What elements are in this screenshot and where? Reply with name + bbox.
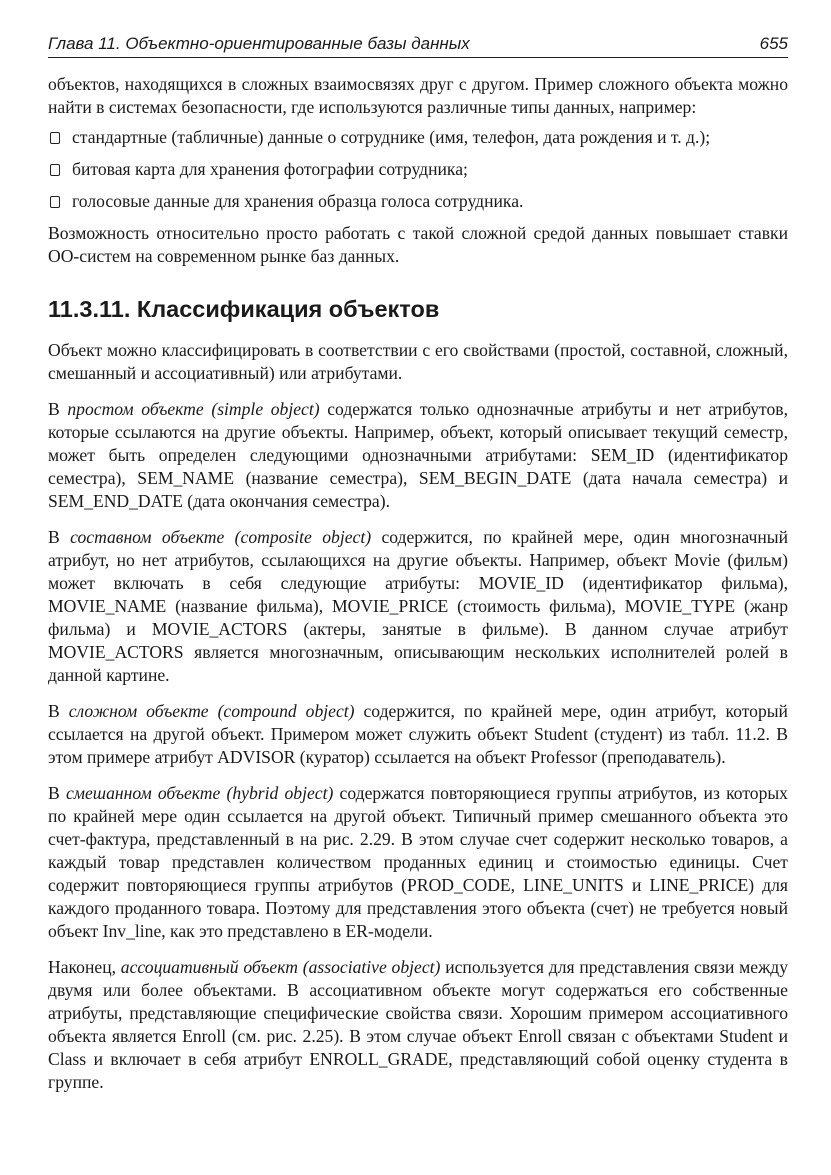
chapter-title: Глава 11. Объектно-ориентированные базы данных xyxy=(48,34,470,53)
term-hybrid-object: смешанном объекте (hybrid object) xyxy=(65,783,334,803)
closing-paragraph: Возможность относительно просто работать с такой сложной средой данных повышает ставки ОО-систем на современном рынке баз данных. xyxy=(48,223,788,266)
term-composite-object: составном объекте (composite object) xyxy=(70,527,372,547)
bullet-text: стандартные (табличные) данные о сотруднике (имя, телефон, дата рождения и т. д.); xyxy=(72,127,711,147)
term-associative-object: ассоциативный объект (associative object) xyxy=(120,957,441,977)
page-number: 655 xyxy=(759,34,788,53)
paragraph-hybrid-object: В смешанном объекте (hybrid object) содержатся повторяющиеся группы атрибутов, из которых по крайней мере один ссылается на другой объект. Типичный пример смешанного объекта это счет-фактура, представленный в на рис. 2.29. В этом случае счет содержит несколько товаров, а каждый товар представлен количеством проданных единиц и стоимостью единицы. Счет содержит повторяющиеся группы атрибутов (PROD_CODE, LINE_UNITS и LINE_PRICE) для каждого проданного товара. Поэтому для представления этого объекта (счет) не требуется новый объект Inv_line, как это представлено в ER-модели. xyxy=(48,783,788,941)
square-bullet-icon xyxy=(50,132,60,144)
paragraph-compound-object: В сложном объекте (compound object) содержится, по крайней мере, один атрибут, который ссылается на другой объект. Примером может служить объект Student (студент) из табл. 11.2. В этом примере атрибут ADVISOR (куратор) ссылается на объект Professor (преподаватель). xyxy=(48,701,788,767)
bullet-text: голосовые данные для хранения образца голоса сотрудника. xyxy=(72,191,524,211)
square-bullet-icon xyxy=(50,164,60,176)
paragraph-classification: Объект можно классифицировать в соответствии с его свойствами (простой, составной, сложный, смешанный и ассоциативный) или атрибутами. xyxy=(48,340,788,383)
bullet-list xyxy=(48,126,788,213)
paragraph-simple-object: В простом объекте (simple object) содержатся только однозначные атрибуты и нет атрибутов, которые ссылаются на другие объекты. Например, объект, который описывает текущий семестр, может быть определен следующими однозначными атрибутами: SEM_ID (идентификатор семестра), SEM_NAME (название семестра), SEM_BEGIN_DATE (дата начала семестра) и SEM_END_DATE (дата окончания семестра). xyxy=(48,399,788,511)
section-heading: 11.3.11. Классификация объектов xyxy=(48,296,440,322)
paragraph-associative-object: Наконец, ассоциативный объект (associative object) используется для представления связи между двумя или более объектами. В ассоциативном объекте могут содержаться его собственные атрибуты, представляющие специфические свойства связи. Хорошим примером ассоциативного объекта является Enroll (см. рис. 2.25). В этом случае объект Enroll связан с объектами Student и Class и включает в себя атрибут ENROLL_GRADE, представляющий собой оценку студента в группе. xyxy=(48,957,788,1092)
list-item xyxy=(48,190,788,213)
paragraph-composite-object: В составном объекте (composite object) содержится, по крайней мере, один многозначный атрибут, но нет атрибутов, ссылающихся на другие объекты. Например, объект Movie (фильм) может включать в себя следующие атрибуты: MOVIE_ID (идентификатор фильма), MOVIE_NAME (название фильма), MOVIE_PRICE (стоимость фильма), MOVIE_TYPE (жанр фильма) и MOVIE_ACTORS (актеры, занятые в фильме). В данном случае атрибут MOVIE_ACTORS является многозначным, описывающим нескольких исполнителей ролей в данной картине. xyxy=(48,527,788,685)
list-item xyxy=(48,158,788,181)
bullet-text: битовая карта для хранения фотографии сотрудника; xyxy=(72,159,468,179)
list-item xyxy=(48,126,788,149)
term-simple-object: простом объекте (simple object) xyxy=(67,399,320,419)
running-header xyxy=(48,34,788,58)
intro-paragraph: объектов, находящихся в сложных взаимосвязях друг с другом. Пример сложного объекта можно найти в системах безопасности, где используются различные типы данных, например: xyxy=(48,74,788,117)
term-compound-object: сложном объекте (compound object) xyxy=(68,701,355,721)
square-bullet-icon xyxy=(50,196,60,208)
document-page xyxy=(48,34,788,1107)
